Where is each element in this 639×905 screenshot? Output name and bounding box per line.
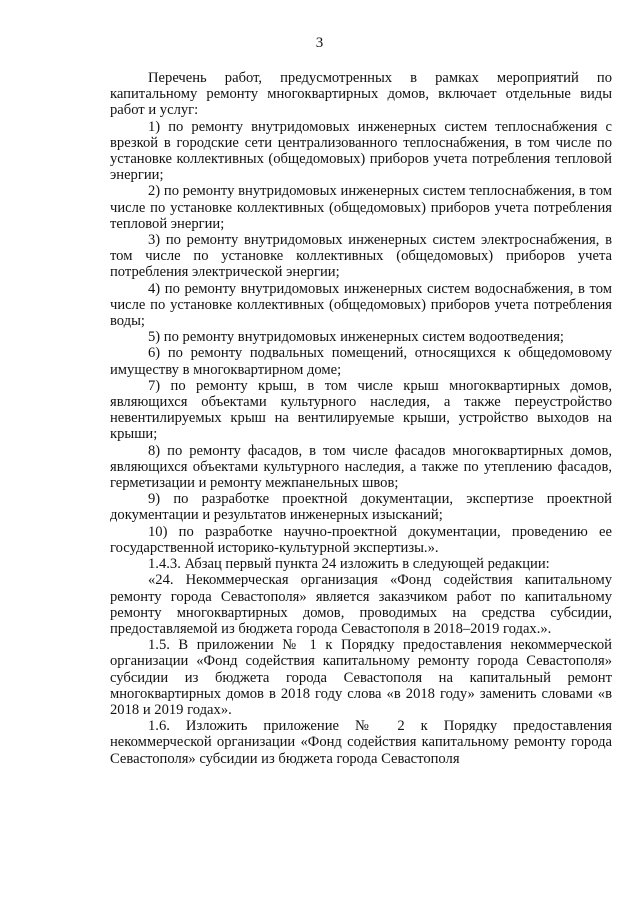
list-item-7: 7) по ремонту крыш, в том числе крыш многоквартирных домов, являющихся объектами культурного наследия, а также переустройство невентилируемых крыш на вентилируемые крыши, устройство выходов на крыши; <box>110 377 612 443</box>
list-item-8: 8) по ремонту фасадов, в том числе фасадов многоквартирных домов, являющихся объектами культурного наследия, а также по утеплению фасадов, герметизации и ремонту межпанельных швов; <box>110 442 612 492</box>
paragraph-intro: Перечень работ, предусмотренных в рамках мероприятий по капитальному ремонту многоквартирных домов, включает отдельные виды работ и услуг: <box>110 70 612 119</box>
clause-24-text: «24. Некоммерческая организация «Фонд содействия капитальному ремонту города Севастополя» является заказчиком работ по капитальному ремонту многоквартирных домов, проводимых на средства субсидии, предоставляемой из бюджета города Севастополя в 2018–2019 годах.». <box>110 572 612 637</box>
list-item-4: 4) по ремонту внутридомовых инженерных систем водоснабжения, в том числе по установке коллективных (общедомовых) приборов учета потребления воды; <box>110 280 612 330</box>
list-item-3: 3) по ремонту внутридомовых инженерных систем электроснабжения, в том числе по установке коллективных (общедомовых) приборов учета потребления электрической энергии; <box>110 232 612 281</box>
page-number: 3 <box>315 35 324 51</box>
document-body <box>110 70 612 767</box>
clause-1-4-3: 1.4.3. Абзац первый пункта 24 изложить в следующей редакции: <box>148 556 550 573</box>
list-item-10: 10) по разработке научно-проектной документации, проведению ее государственной историко-культурной экспертизы.». <box>110 523 612 556</box>
clause-1-5: 1.5. В приложении № 1 к Порядку предоставления некоммерческой организации «Фонд содействия капитальному ремонту города Севастополя» субсидии из бюджета города Севастополя на капитальный ремонт многоквартирных домов в 2018 году слова «в 2018 году» заменить словами «в 2018 и 2019 годах». <box>110 637 612 718</box>
clause-1-6: 1.6. Изложить приложение № 2 к Порядку предоставления некоммерческой организации «Фонд содействия капитальному ремонту города Севастополя» субсидии из бюджета города Севастополя <box>110 718 612 767</box>
list-item-9: 9) по разработке проектной документации, экспертизе проектной документации и результатов инженерных изысканий; <box>110 491 612 524</box>
list-item-2: 2) по ремонту внутридомовых инженерных систем теплоснабжения, в том числе по установке коллективных (общедомовых) приборов учета потребления тепловой энергии; <box>110 183 612 232</box>
list-item-5: 5) по ремонту внутридомовых инженерных систем водоотведения; <box>148 329 564 346</box>
list-item-1: 1) по ремонту внутридомовых инженерных систем теплоснабжения с врезкой в городские сети централизованного теплоснабжения, в том числе по установке коллективных (общедомовых) приборов учета потребления тепловой энергии; <box>110 118 612 184</box>
list-item-6: 6) по ремонту подвальных помещений, относящихся к общедомовому имуществу в многоквартирном доме; <box>110 345 612 378</box>
